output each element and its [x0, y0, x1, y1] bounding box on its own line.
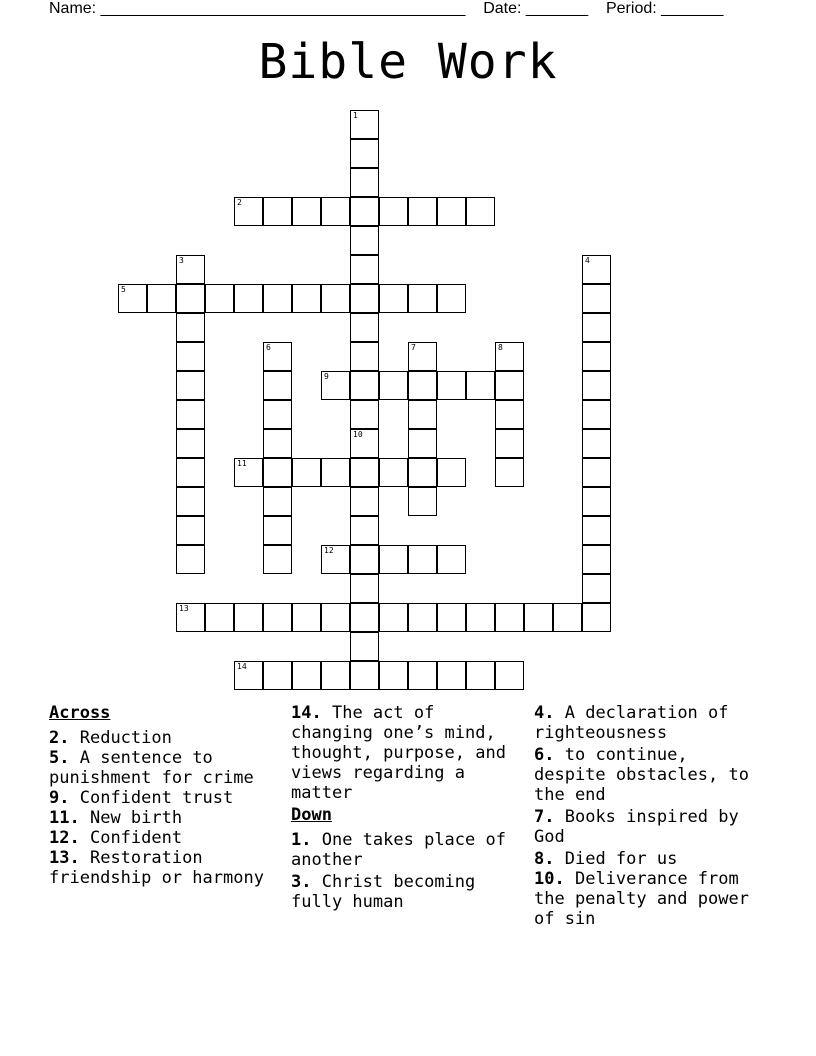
clue-text: to continue, despite obstacles, to the end — [534, 745, 749, 805]
clue-number: 5. — [49, 748, 70, 768]
period-label: Period: — [605, 0, 657, 17]
grid-cell[interactable] — [176, 400, 205, 429]
grid-cell[interactable] — [466, 371, 495, 400]
grid-cell[interactable] — [234, 603, 263, 632]
clue-text: Reduction — [79, 728, 172, 748]
name-blank[interactable]: _________________________________________ — [100, 0, 466, 17]
across-clue-2 — [49, 728, 284, 748]
date-label: Date: — [483, 0, 522, 17]
grid-cell[interactable] — [408, 487, 437, 516]
grid-cell[interactable] — [408, 545, 437, 574]
down-clue-4 — [534, 703, 769, 743]
grid-cell[interactable] — [321, 603, 350, 632]
grid-cell[interactable] — [205, 284, 234, 313]
clue-text: One takes place of another — [291, 830, 506, 870]
grid-cell[interactable] — [263, 661, 292, 690]
grid-cell[interactable] — [495, 661, 524, 690]
grid-cell[interactable] — [292, 197, 321, 226]
grid-cell[interactable] — [263, 603, 292, 632]
clue-text: Confident — [89, 828, 183, 848]
grid-cell[interactable] — [408, 458, 437, 487]
grid-cell[interactable] — [350, 429, 379, 458]
grid-cell[interactable] — [176, 313, 205, 342]
grid-cell[interactable] — [350, 255, 379, 284]
grid-cell[interactable] — [350, 342, 379, 371]
grid-cell[interactable] — [176, 342, 205, 371]
cell-number: 9 — [324, 372, 329, 381]
clues-column-3 — [534, 703, 769, 929]
grid-cell[interactable] — [234, 661, 263, 690]
clue-number: 3. — [291, 872, 312, 892]
clue-number: 6. — [534, 745, 555, 765]
grid-cell[interactable] — [582, 342, 611, 371]
grid-cell[interactable] — [466, 661, 495, 690]
grid-cell[interactable] — [176, 487, 205, 516]
grid-cell[interactable] — [350, 545, 379, 574]
clue-number: 10. — [534, 869, 565, 889]
grid-cell[interactable] — [379, 284, 408, 313]
grid-cell[interactable] — [263, 545, 292, 574]
clue-number: 8. — [534, 849, 555, 869]
cell-number: 2 — [237, 198, 242, 207]
clue-text: Died for us — [564, 849, 678, 869]
cell-number: 3 — [179, 256, 184, 265]
grid-cell[interactable] — [408, 603, 437, 632]
clue-number: 14. — [291, 703, 322, 723]
grid-cell[interactable] — [321, 661, 350, 690]
down-clue-7 — [534, 807, 769, 847]
grid-cell[interactable] — [350, 313, 379, 342]
grid-cell[interactable] — [466, 603, 495, 632]
clues-column-2 — [291, 703, 526, 912]
page-title: Bible Work — [258, 34, 558, 90]
grid-cell[interactable] — [350, 603, 379, 632]
name-label: Name: — [49, 0, 97, 17]
period-blank[interactable]: _______ — [661, 0, 724, 17]
grid-cell[interactable] — [495, 603, 524, 632]
clue-number: 13. — [49, 848, 80, 868]
grid-cell[interactable] — [118, 284, 147, 313]
grid-cell[interactable] — [263, 284, 292, 313]
across-clue-5 — [49, 748, 284, 788]
grid-cell[interactable] — [350, 516, 379, 545]
down-heading: Down — [291, 805, 332, 825]
grid-cell[interactable] — [263, 429, 292, 458]
grid-cell[interactable] — [408, 661, 437, 690]
clue-number: 12. — [49, 828, 80, 848]
grid-cell[interactable] — [379, 603, 408, 632]
grid-cell[interactable] — [582, 313, 611, 342]
grid-cell[interactable] — [205, 603, 234, 632]
grid-cell[interactable] — [495, 429, 524, 458]
cell-number: 7 — [411, 343, 416, 352]
clue-text: Deliverance from the penalty and power of sin — [534, 869, 749, 929]
grid-cell[interactable] — [408, 284, 437, 313]
grid-cell[interactable] — [263, 197, 292, 226]
grid-cell[interactable] — [176, 516, 205, 545]
grid-cell[interactable] — [292, 284, 321, 313]
grid-cell[interactable] — [437, 458, 466, 487]
across-clue-11 — [49, 808, 284, 828]
cell-number: 6 — [266, 343, 271, 352]
grid-cell[interactable] — [408, 371, 437, 400]
clue-text: A sentence to punishment for crime — [49, 748, 254, 788]
clue-number: 9. — [49, 788, 70, 808]
grid-cell[interactable] — [321, 545, 350, 574]
grid-cell[interactable] — [582, 255, 611, 284]
grid-cell[interactable] — [176, 458, 205, 487]
grid-cell[interactable] — [495, 458, 524, 487]
grid-cell[interactable] — [437, 197, 466, 226]
grid-cell[interactable] — [350, 139, 379, 168]
grid-cell[interactable] — [321, 458, 350, 487]
grid-cell[interactable] — [350, 400, 379, 429]
grid-cell[interactable] — [350, 574, 379, 603]
grid-cell[interactable] — [495, 400, 524, 429]
clue-number: 4. — [534, 703, 555, 723]
grid-cell[interactable] — [350, 458, 379, 487]
grid-cell[interactable] — [466, 197, 495, 226]
grid-cell[interactable] — [292, 603, 321, 632]
clue-number: 11. — [49, 808, 80, 828]
across-clue-14 — [291, 703, 526, 803]
grid-cell[interactable] — [263, 487, 292, 516]
grid-cell[interactable] — [379, 661, 408, 690]
grid-cell[interactable] — [495, 342, 524, 371]
down-clue-6 — [534, 745, 769, 805]
grid-cell[interactable] — [234, 197, 263, 226]
grid-cell[interactable] — [321, 197, 350, 226]
grid-cell[interactable] — [263, 516, 292, 545]
grid-cell[interactable] — [292, 458, 321, 487]
cell-number: 12 — [324, 546, 334, 555]
clue-text: Christ becoming fully human — [291, 872, 476, 912]
cell-number: 10 — [353, 430, 363, 439]
grid-cell[interactable] — [408, 342, 437, 371]
grid-cell[interactable] — [408, 400, 437, 429]
grid-cell[interactable] — [379, 371, 408, 400]
grid-cell[interactable] — [582, 545, 611, 574]
clue-text: Books inspired by God — [534, 807, 739, 847]
clue-text: Confident trust — [79, 788, 234, 808]
grid-cell[interactable] — [408, 197, 437, 226]
grid-cell[interactable] — [524, 603, 553, 632]
cell-number: 1 — [353, 111, 358, 120]
grid-cell[interactable] — [582, 458, 611, 487]
grid-cell[interactable] — [437, 603, 466, 632]
grid-cell[interactable] — [495, 371, 524, 400]
grid-cell[interactable] — [582, 284, 611, 313]
grid-cell[interactable] — [582, 400, 611, 429]
down-clue-8 — [534, 849, 769, 869]
clues-column-1 — [49, 703, 284, 888]
grid-cell[interactable] — [437, 661, 466, 690]
cell-number: 8 — [498, 343, 503, 352]
grid-cell[interactable] — [321, 371, 350, 400]
grid-cell[interactable] — [176, 603, 205, 632]
grid-cell[interactable] — [379, 545, 408, 574]
across-clue-13 — [49, 848, 284, 888]
clue-number: 2. — [49, 728, 70, 748]
across-clue-9 — [49, 788, 284, 808]
grid-cell[interactable] — [350, 487, 379, 516]
across-clue-12 — [49, 828, 284, 848]
grid-cell[interactable] — [350, 168, 379, 197]
grid-cell[interactable] — [350, 226, 379, 255]
grid-cell[interactable] — [582, 429, 611, 458]
grid-cell[interactable] — [553, 603, 582, 632]
cell-number: 5 — [121, 285, 126, 294]
grid-cell[interactable] — [437, 284, 466, 313]
clue-text: Restoration friendship or harmony — [49, 848, 264, 888]
grid-cell[interactable] — [263, 458, 292, 487]
grid-cell[interactable] — [292, 661, 321, 690]
clue-text: The act of changing one’s mind, thought, purpose, and views regarding a matter — [291, 703, 506, 803]
grid-cell[interactable] — [582, 516, 611, 545]
cell-number: 14 — [237, 662, 247, 671]
clue-text: New birth — [89, 808, 183, 828]
grid-cell[interactable] — [321, 284, 350, 313]
down-clue-1 — [291, 830, 526, 870]
cell-number: 11 — [237, 459, 247, 468]
grid-cell[interactable] — [350, 284, 379, 313]
grid-cell[interactable] — [176, 429, 205, 458]
clue-number: 1. — [291, 830, 312, 850]
grid-cell[interactable] — [582, 603, 611, 632]
grid-cell[interactable] — [350, 371, 379, 400]
grid-cell[interactable] — [350, 197, 379, 226]
clue-text: A declaration of righteousness — [534, 703, 729, 743]
grid-cell[interactable] — [147, 284, 176, 313]
grid-cell[interactable] — [582, 487, 611, 516]
grid-cell[interactable] — [263, 400, 292, 429]
down-clue-3 — [291, 872, 526, 912]
grid-cell[interactable] — [408, 429, 437, 458]
grid-cell[interactable] — [582, 574, 611, 603]
grid-cell[interactable] — [379, 458, 408, 487]
down-clue-10 — [534, 869, 769, 929]
grid-cell[interactable] — [234, 284, 263, 313]
clue-number: 7. — [534, 807, 555, 827]
cell-number: 13 — [179, 604, 189, 613]
date-blank[interactable]: _______ — [525, 0, 589, 17]
grid-cell[interactable] — [176, 371, 205, 400]
grid-cell[interactable] — [234, 458, 263, 487]
grid-cell[interactable] — [176, 284, 205, 313]
grid-cell[interactable] — [379, 197, 408, 226]
grid-cell[interactable] — [437, 371, 466, 400]
across-heading: Across — [49, 703, 111, 723]
grid-cell[interactable] — [176, 545, 205, 574]
grid-cell[interactable] — [350, 110, 379, 139]
grid-cell[interactable] — [263, 342, 292, 371]
grid-cell[interactable] — [350, 632, 379, 661]
grid-cell[interactable] — [263, 371, 292, 400]
grid-cell[interactable] — [437, 545, 466, 574]
grid-cell[interactable] — [350, 661, 379, 690]
cell-number: 4 — [585, 256, 590, 265]
grid-cell[interactable] — [582, 371, 611, 400]
grid-cell[interactable] — [176, 255, 205, 284]
